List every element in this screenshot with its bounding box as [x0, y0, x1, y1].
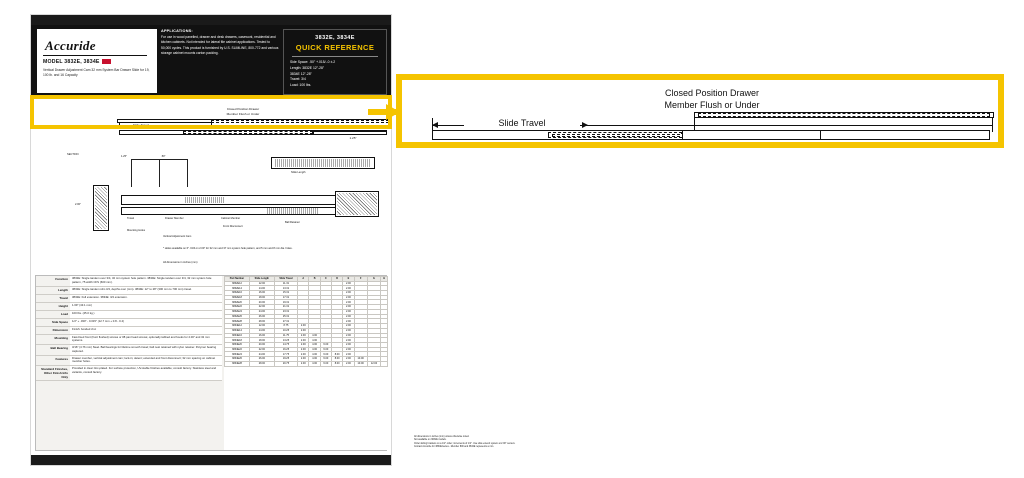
drawing-label-mounting-holes: Mounting Holes: [127, 229, 146, 232]
part-table-cell: 26.00: [249, 314, 274, 319]
drawing-leader-1: [131, 159, 132, 187]
quick-reference-model: 3832E, 3834E: [315, 35, 355, 41]
drawing-label-front-disconnect: Front Disconnect: [223, 225, 243, 228]
drawing-label-drawer-member: Drawer Member: [165, 217, 184, 220]
part-table-cell: 13.31: [274, 286, 297, 291]
drawing-front-disconnect-hatch: [337, 193, 377, 215]
part-table-cell: 2.00: [343, 309, 354, 314]
part-table-cell: 2.00: [343, 300, 354, 305]
part-table-cell: 3832E26: [225, 314, 250, 319]
part-table-cell: 2.00: [298, 338, 309, 343]
part-table-col-8: F: [354, 277, 367, 282]
model-subtitle: Vertical Drawer Adjustment Cam 32 mm System Bar Drawer Slide for 19, 100 lb. and 16 Capacity: [43, 68, 150, 78]
spec-key: Mounting: [54, 335, 68, 340]
part-table-cell: 2.00: [298, 324, 309, 329]
quick-reference-line-2: 3834E 12"-28": [290, 71, 312, 76]
part-table-cell: 2.00: [343, 361, 354, 366]
drawing-label-adjustment-cam: Vertical Adjustment Cam: [163, 235, 192, 238]
part-table-row: [225, 361, 388, 366]
part-table-cell: 3834E12: [225, 324, 250, 329]
part-table-cell: 14.75: [274, 342, 297, 347]
part-table-cell: 19.31: [274, 300, 297, 305]
part-table-cell: 14.00: [249, 328, 274, 333]
quick-reference-title: QUICK REFERENCE: [295, 43, 375, 52]
drawing-note-section: SECTION: [67, 153, 79, 156]
drawing-dim-label-b: .50": [161, 155, 166, 158]
callout-rail-top-right-dashed: [698, 113, 990, 117]
spec-row: [36, 287, 222, 295]
part-table-cell: 25.31: [274, 314, 297, 319]
part-table-cell: 2.00: [298, 342, 309, 347]
applications-body: For use in wood panelled, drawer and desk drawers, casework, residential and kitchen cabinets. Not intended for lateral file cabinet applications. Tested to 50,000 cycles. This product is furnished by U.S. SLIMLINE, 800-772 and various storage cabinet mounts carton packing.: [161, 35, 279, 55]
part-table-cell: 17.31: [274, 295, 297, 300]
part-table-cell: 18.00: [249, 295, 274, 300]
part-table-cell: 4.00: [309, 342, 320, 347]
quick-reference-line-1: Length: 3832E 12"-28": [290, 65, 325, 70]
spec-value: 3832E: Single tandem slim 3/4, depths over (mm). 3834E: 12" to 28" (300 mm to 700 mm) travel.: [70, 287, 222, 294]
magnified-callout-panel: [396, 74, 1004, 148]
part-table-col-1: Slide Length: [249, 277, 274, 282]
part-table-cell: 24.00: [249, 352, 274, 357]
part-table-cell: 2.00: [298, 347, 309, 352]
part-table-cell: 11.75: [274, 333, 297, 338]
spec-key: Function: [55, 277, 68, 281]
red-square-icon: [102, 59, 111, 64]
callout-arrow-right: [582, 122, 588, 128]
drawing-label-travel: Travel: [127, 217, 135, 220]
part-table-cell: 10.25: [274, 328, 297, 333]
part-table-cell: 20.75: [274, 361, 297, 366]
part-table: [224, 276, 388, 367]
part-table-cell: 2.00: [343, 324, 354, 329]
part-table-cell: 20.00: [249, 342, 274, 347]
spec-row: [36, 327, 222, 335]
part-table-col-5: C: [320, 277, 331, 282]
header-brand-block: [37, 29, 157, 93]
drawing-dim-top: [131, 159, 187, 160]
callout-closed-position-label: Closed Position Drawer: [664, 88, 760, 98]
spec-footnote-2: Order sliding brackets on a 1/2" order; increments of 1/2". Use slide extend system at 2.00" centers.: [414, 442, 516, 445]
part-table-cell: 10.00: [354, 361, 367, 366]
figure1-flush-label: Member Flush or Under: [226, 112, 260, 116]
part-table-cell: 8.75: [274, 324, 297, 329]
part-table-cell: 16.00: [249, 333, 274, 338]
highlight-region-box: [30, 95, 392, 129]
part-table-cell: 27.31: [274, 319, 297, 324]
spec-value: Finish: bonded zinc: [70, 327, 222, 334]
part-table-cell: 4.00: [309, 338, 320, 343]
figure1-slide-travel-label: Slide Travel: [133, 123, 150, 127]
quick-reference-line-3: Travel: 3/4: [290, 77, 306, 82]
part-table-col-9: G: [367, 277, 380, 282]
part-table-cell: 26.00: [249, 357, 274, 362]
callout-rail-bottom-far-right: [820, 130, 990, 140]
sheet-header: [31, 25, 391, 97]
part-table-cell: 3832E12: [225, 281, 250, 286]
part-table-cell: 15.31: [274, 291, 297, 296]
part-table-cell: 6.00: [320, 347, 331, 352]
spec-key: Length: [58, 287, 68, 292]
part-table-cell: 2.00: [343, 352, 354, 357]
spec-row: [36, 366, 222, 381]
drawing-ball-retainer: [185, 197, 225, 203]
part-table-cell: 2.00: [343, 338, 354, 343]
part-table-cell: 2.00: [343, 281, 354, 286]
specification-table: [35, 275, 516, 451]
part-table-col-7: E: [343, 277, 354, 282]
quick-reference-line-0: Side Space: .50" +.015/-.0 ±.2: [290, 60, 336, 64]
part-table-cell: 8.00: [331, 361, 342, 366]
accuride-spec-sheet: [30, 14, 516, 466]
part-table-cell: 17.75: [274, 352, 297, 357]
part-table-cell: 3834E22: [225, 347, 250, 352]
part-table-cell: 16.25: [274, 347, 297, 352]
part-table-cell: 2.00: [343, 328, 354, 333]
drawing-footnote-a: * Holes available on 6". Drill on 2.00" for 32 mm and 37 mm system hole pattern, and 5 mm and 8 mm dia. holes.: [163, 247, 293, 250]
part-table-cell: 3834E24: [225, 352, 250, 357]
figure1-rail-bottom-right: [313, 131, 387, 135]
spec-value: 3832E: Single tandem over 3/4, 32 mm system hole pattern. 3834E: Single tandem over 3/4, 32 mm system hole pattern, 75 width CFS (600 mm).: [70, 276, 222, 286]
part-table-cell: 2.00: [343, 347, 354, 352]
header-applications-block: [161, 29, 279, 93]
part-table-col-10: H: [381, 277, 388, 282]
spec-key: Travel: [59, 295, 68, 300]
part-table-cell: 21.31: [274, 305, 297, 310]
spec-left-column: [36, 276, 222, 450]
part-table-cell: 2.00: [343, 342, 354, 347]
part-table-cell: 22.00: [249, 347, 274, 352]
spec-key: Load: [60, 311, 68, 316]
part-table-cell: 3832E16: [225, 291, 250, 296]
spec-value: 1.69" (43.1 mm): [70, 303, 222, 310]
part-table-cell: 3834E18: [225, 338, 250, 343]
part-table-cell: 23.31: [274, 309, 297, 314]
spec-value: 100 lbs. (45.0 kg.): [70, 311, 222, 318]
part-table-cell: 2.00: [298, 333, 309, 338]
spec-key: Standard Finishes, Other Finish Info Only: [41, 367, 68, 380]
part-table-col-4: B: [309, 277, 320, 282]
part-table-cell: 11.31: [274, 281, 297, 286]
quick-reference-rule: [292, 56, 378, 57]
part-table-cell: 4.00: [309, 361, 320, 366]
part-table-cell: 6.00: [320, 357, 331, 362]
part-table-body: [225, 281, 388, 366]
spec-value: Provided in clear zinc-plated. For surface protection, UV-stable finishes available; consult factory. Stainless steel and variants, consult factory.: [70, 366, 222, 380]
engineering-drawing: [35, 151, 387, 271]
spec-key: Dimension: [52, 327, 68, 332]
part-table-cell: 2.00: [343, 286, 354, 291]
spec-value: 3832E: Full extension. 3834E: 3/4 extension.: [70, 295, 222, 302]
spec-footnotes: [414, 436, 574, 449]
callout-tick-right: [992, 118, 993, 132]
part-table-col-0: Part Number: [225, 277, 250, 282]
quick-reference-line-4: Load: 100 lbs.: [290, 83, 312, 88]
part-table-col-6: D: [331, 277, 342, 282]
part-table-cell: 2.00: [343, 314, 354, 319]
part-table-cell: 12.00: [249, 281, 274, 286]
part-table-col-3: A: [298, 277, 309, 282]
part-table-cell: 3832E28: [225, 319, 250, 324]
spec-row: [36, 295, 222, 303]
part-table-cell: 2.00: [343, 333, 354, 338]
spec-key: Ball Bearing: [50, 346, 68, 351]
drawing-leader-2: [159, 159, 160, 187]
spec-key: Features: [55, 356, 68, 361]
figure1-dim-note: 1.25": [349, 136, 357, 140]
part-table-cell: 4.00: [309, 347, 320, 352]
part-table-cell: 28.00: [249, 361, 274, 366]
model-title: [43, 59, 111, 65]
part-table-cell: 6.00: [320, 352, 331, 357]
part-table-cell: 3834E26: [225, 357, 250, 362]
drawing-right-hatch: [275, 159, 371, 167]
part-table-cell: 20.00: [249, 300, 274, 305]
part-table-cell: 13.25: [274, 338, 297, 343]
part-table-cell: 4.00: [309, 352, 320, 357]
drawing-bearing-hatch: [267, 208, 319, 214]
spec-row: [36, 335, 222, 346]
spec-row: [36, 276, 222, 287]
spec-row: [36, 319, 222, 327]
part-table-cell: 3834E28: [225, 361, 250, 366]
part-table-cell: 2.00: [343, 319, 354, 324]
part-table-cell: 3834E20: [225, 342, 250, 347]
spec-row: [36, 311, 222, 319]
figure1-rail-bottom-dashed: [183, 131, 313, 134]
spec-key: Height: [58, 303, 68, 308]
spec-value: Fast-fixed front (front flushed) screws or #8 pan head screws; optionally tabbed and hooks for 2.00" and 32 mm systems.: [70, 335, 222, 345]
part-table-cell: 3834E16: [225, 333, 250, 338]
part-table-cell: 22.00: [249, 305, 274, 310]
part-table-cell: 24.00: [249, 309, 274, 314]
spec-row: [36, 356, 222, 367]
part-table-col-2: Slide Travel: [274, 277, 297, 282]
part-table-cell: 12.00: [249, 324, 274, 329]
part-table-cell: 3832E24: [225, 309, 250, 314]
model-title-text: MODEL 3832E, 3834E: [43, 59, 100, 65]
drawing-right-label: Slide Length: [291, 171, 306, 174]
spec-value: 1/2" + .030" - 0.015" (12.7 mm + 0.8 - 0.4): [70, 319, 222, 326]
part-table-cell: 8.00: [331, 357, 342, 362]
part-table-cell: 4.00: [309, 357, 320, 362]
spec-row: [36, 303, 222, 311]
part-table-cell: 16.00: [249, 291, 274, 296]
sheet-bottom-bar: [31, 455, 391, 465]
drawing-footnote-b: All dimensions in inches (mm): [163, 261, 198, 264]
part-table-cell: 2.00: [343, 357, 354, 362]
part-table-cell: 8.00: [331, 352, 342, 357]
part-table-cell: 2.00: [343, 295, 354, 300]
part-number-table: [224, 276, 516, 450]
drawing-leader-3: [187, 159, 188, 187]
part-table-cell: 28.00: [249, 319, 274, 324]
part-table-cell: 3832E20: [225, 300, 250, 305]
spec-value: 3/16" (4.76 mm) Steel. Ball bearings for lifetime smooth travel; ball nest retained with nylon retainer. Polymer bearing captured.: [70, 345, 222, 355]
part-table-cell: 2.00: [298, 352, 309, 357]
part-table-cell: 2.00: [298, 328, 309, 333]
drawing-dim-label-a: 1.25": [121, 155, 127, 158]
spec-key: Side Space: [51, 319, 68, 324]
accuride-logo: Accuride: [45, 38, 96, 53]
spec-row: [36, 345, 222, 356]
drawing-label-ball-retainer: Ball Retainer: [285, 221, 300, 224]
part-table-cell: 3832E22: [225, 305, 250, 310]
part-table-cell: 18.00: [249, 338, 274, 343]
part-table-cell: 10.00: [354, 357, 367, 362]
part-table-cell: 14.00: [249, 286, 274, 291]
part-table-cell: 3834E14: [225, 328, 250, 333]
part-table-cell: 12.00: [367, 361, 380, 366]
part-table-cell: 2.00: [343, 305, 354, 310]
part-table-cell: 2.00: [343, 291, 354, 296]
part-table-cell: 6.00: [320, 342, 331, 347]
part-table-cell: 2.00: [298, 361, 309, 366]
spec-footnote-1: Not available on 3832E models.: [414, 439, 447, 442]
drawing-section-hatch: [95, 187, 107, 229]
sheet-top-bar: [31, 15, 391, 25]
part-table-cell: [381, 361, 388, 366]
drawing-section-label: 2.00": [75, 203, 81, 206]
logo-rule: [43, 55, 147, 56]
callout-member-flush-label: Member Flush or Under: [664, 100, 760, 110]
figure1-closed-label: Closed Position Drawer: [226, 107, 260, 111]
part-table-cell: 3832E14: [225, 286, 250, 291]
spec-footnote-0: All dimensions in inches (mm) unless otherwise noted.: [414, 436, 470, 439]
part-table-cell: 19.25: [274, 357, 297, 362]
callout-slide-travel-label: Slide Travel: [464, 118, 580, 129]
quick-reference-block: [283, 29, 387, 95]
drawing-label-cabinet-member: Cabinet Member: [221, 217, 241, 220]
applications-title: APPLICATIONS:: [161, 29, 193, 33]
spec-footnote-3: Contact Accuride for 3834E/series - Member 800 and 3834E represents a mm.: [414, 445, 494, 448]
part-table-cell: 4.00: [309, 333, 320, 338]
part-table-cell: 6.00: [320, 361, 331, 366]
part-table-cell: 3832E18: [225, 295, 250, 300]
part-table-cell: 2.00: [298, 357, 309, 362]
spec-value: Drawer member, vertical adjustment cam; lock-in; detent; extended and front disconnect; 32 mm spacing on cabinet member holes.: [70, 356, 222, 366]
